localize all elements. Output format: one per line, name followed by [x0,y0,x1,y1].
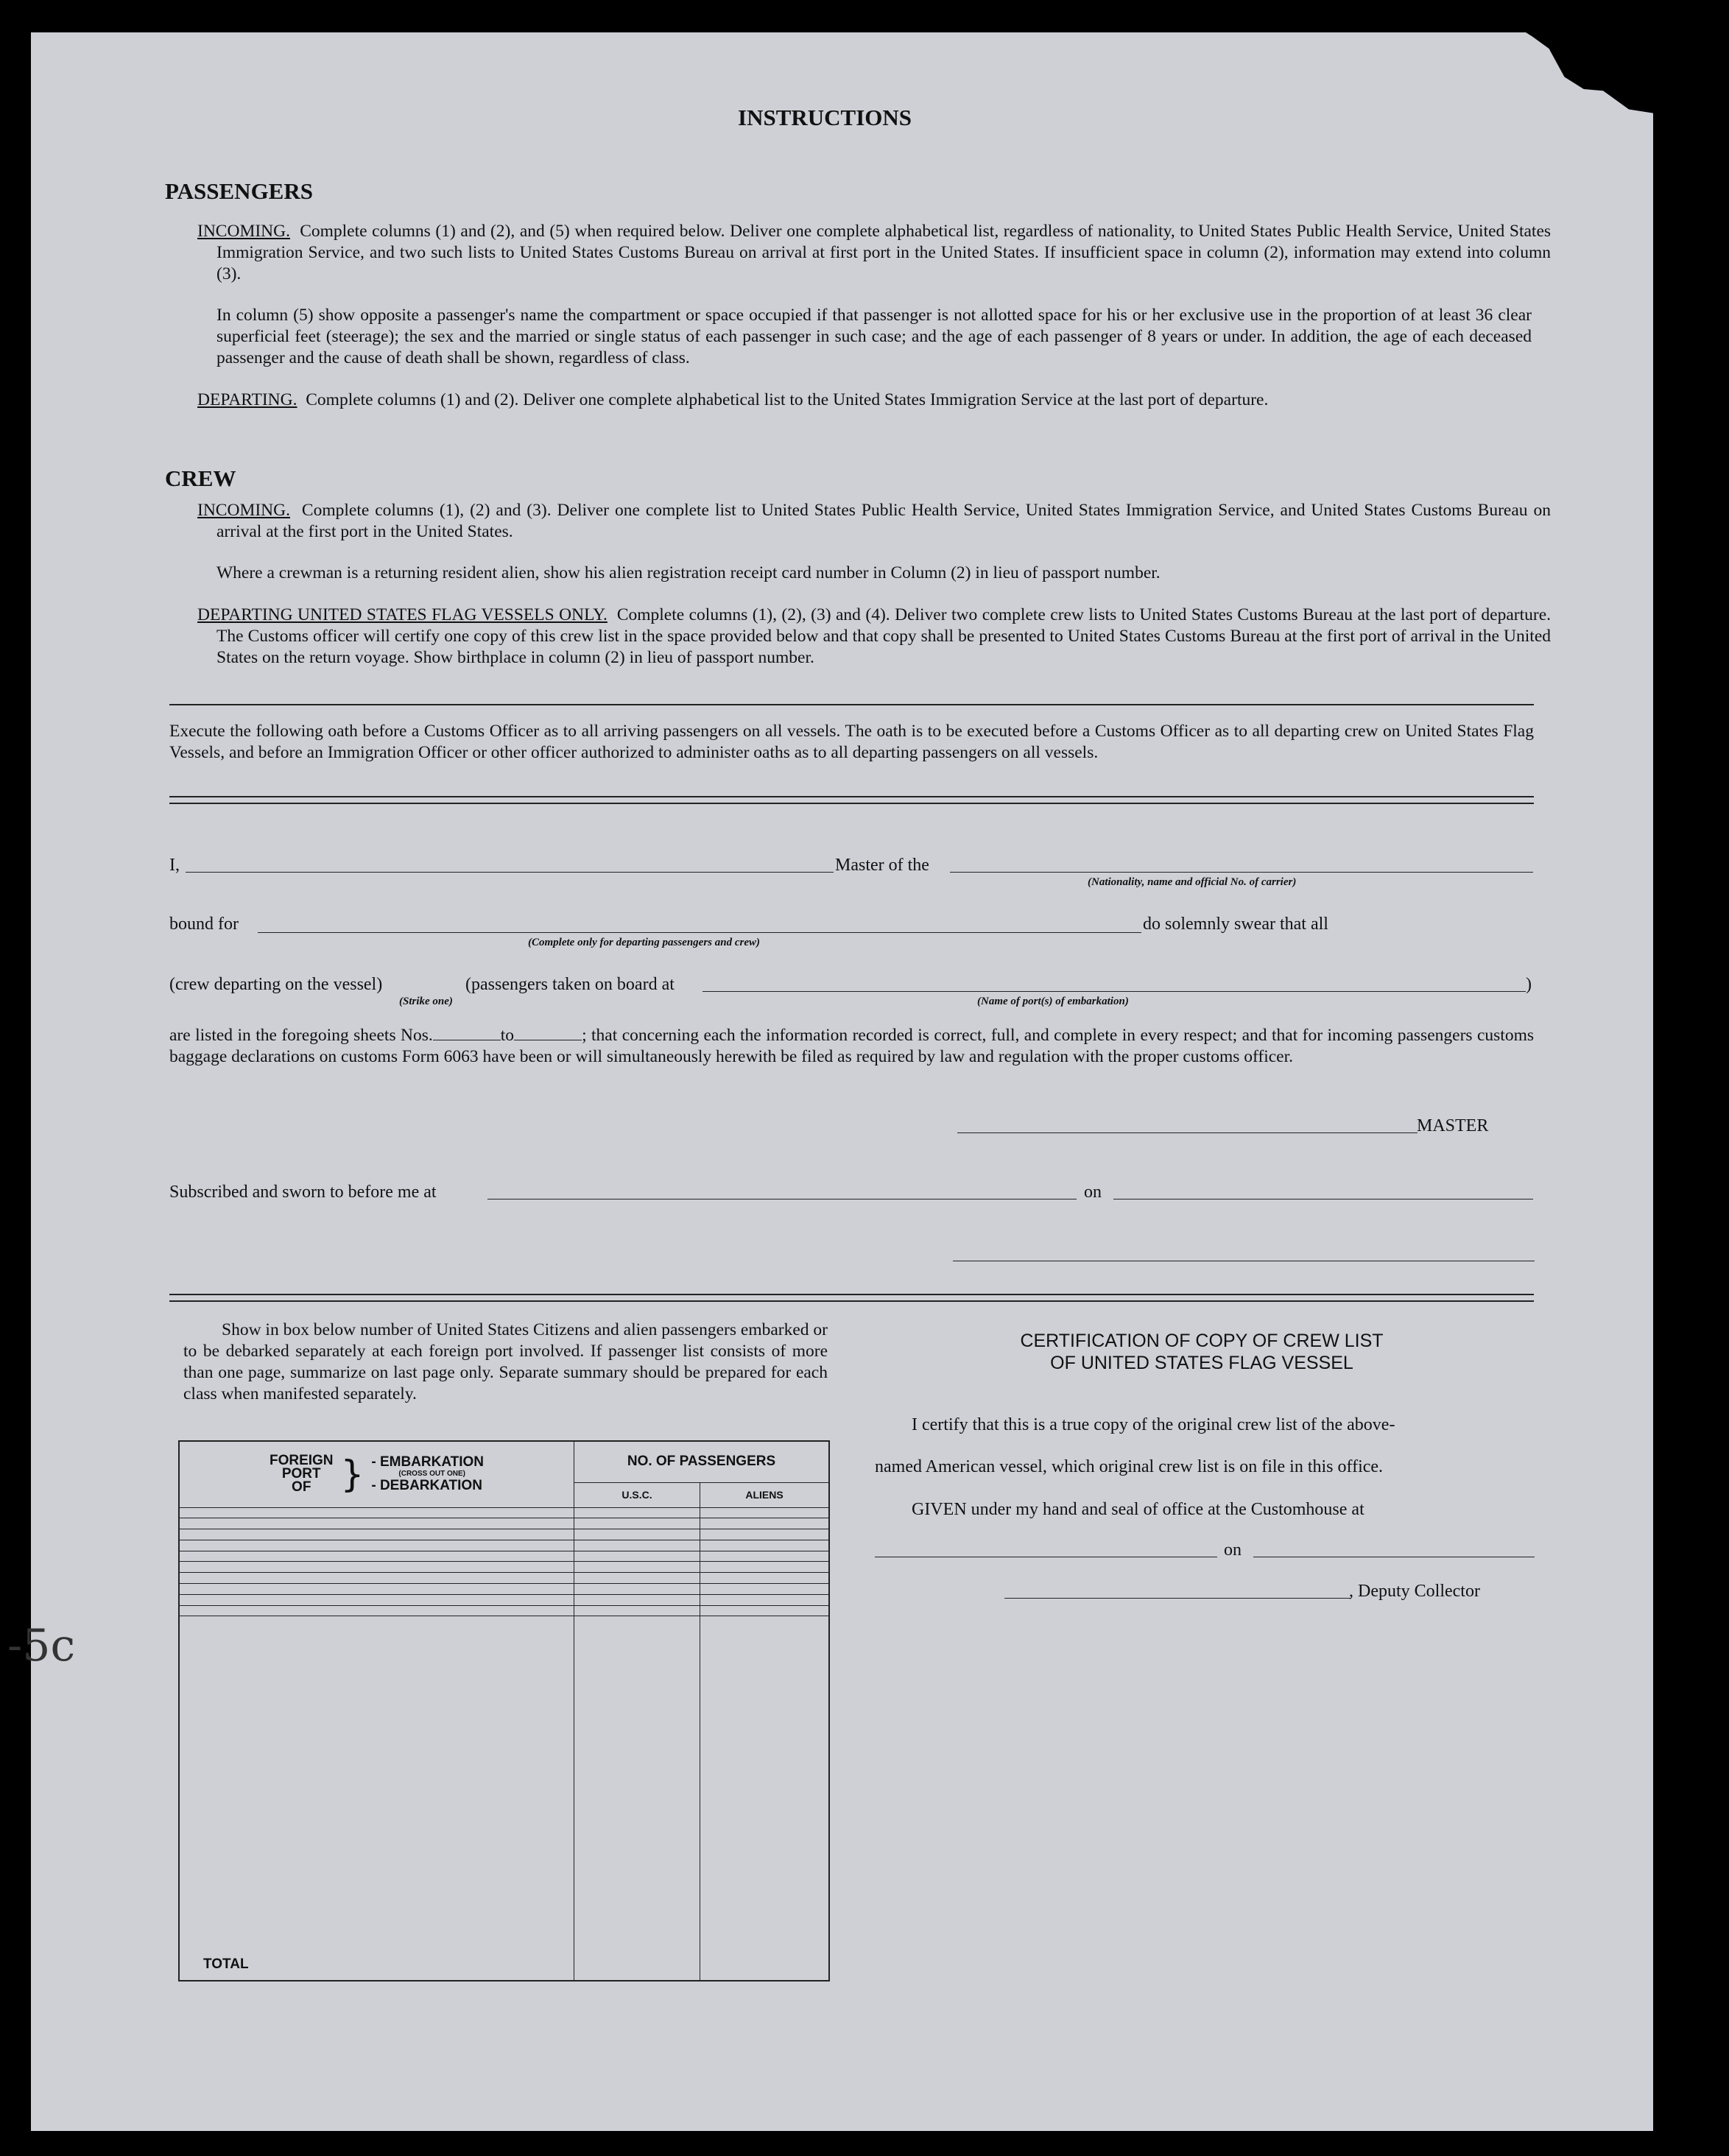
passengers-incoming-text: Complete columns (1) and (2), and (5) when required below. Deliver one complete alphabetical list, regardless of nationality, to United States Public Health Service, United States Immigration Service, and two such lists to United States Customs Bureau on arrival at first port in the United States. If insufficient space in column (2), information may extend into column (3). [216,222,1552,283]
table-row [179,1540,829,1551]
passengers-heading: PASSENGERS [165,178,313,204]
usc-header: U.S.C. [574,1482,700,1507]
brace-icon: } [340,1453,365,1496]
port-label: PORT [281,1466,321,1482]
bound-for-label: bound for [169,915,239,934]
certification-on-label: on [1224,1540,1242,1560]
crew-incoming-text: Complete columns (1), (2) and (3). Deliver one complete list to United States Public Health Service, United States Immigration Service, and United States Customs Bureau on arrival at the first port in the United States. [216,501,1551,541]
total-aliens-cell[interactable] [700,1616,830,1981]
to-label: to [500,1026,515,1045]
total-label: TOTAL [179,1616,574,1981]
subscribed-label: Subscribed and sworn to before me at [169,1183,437,1202]
listed-suffix: ; that concerning each the information recorded is correct, full, and complete in every respect; and [582,1026,1267,1045]
crew-alien-paragraph: Where a crewman is a returning resident alien, show his alien registration receipt card number in Column (2) in lieu of passport number. [216,563,1161,582]
carrier-caption: (Nationality, name and official No. of carrier) [1088,876,1297,888]
torn-corner [1526,32,1653,113]
carrier-field[interactable] [950,872,1533,873]
listed-paragraph [169,1025,1534,1068]
crew-departing-option: (crew departing on the vessel) [169,975,383,994]
aliens-cell[interactable] [700,1583,830,1594]
sworn-on-label: on [1084,1183,1102,1202]
table-row [179,1562,829,1573]
table-row [179,1529,829,1540]
crew-incoming-label: INCOMING. [197,501,290,520]
certification-title-line2: OF UNITED STATES FLAG VESSEL [1050,1353,1353,1373]
close-paren: ) [1526,975,1532,994]
crew-heading: CREW [165,465,236,491]
crew-incoming-paragraph [197,500,1551,543]
double-divider [169,796,1534,804]
passengers-departing-text: Complete columns (1) and (2). Deliver one complete alphabetical list to the United States Immigration Service at the last port of departure. [306,390,1269,409]
usc-cell[interactable] [574,1562,700,1573]
listed-prefix: are listed in the foregoing sheets Nos. [169,1026,433,1045]
crew-departing-text: Complete columns (1), (2), (3) and (4). Deliver two complete crew lists to United States Customs Bureau at the last port of departure. The Customs officer will certify one copy of this crew list in the space provided below and that copy shall be presented to United States Customs Bureau at the first port of arrival in the United States on the return voyage. Show birthplace in column (2) in lieu of passport number. [216,605,1551,667]
passengers-departing-paragraph [197,390,1551,411]
of-label: OF [292,1479,311,1496]
port-header-cell [179,1441,574,1507]
usc-cell[interactable] [574,1529,700,1540]
aliens-cell[interactable] [700,1605,830,1616]
total-usc-cell[interactable] [574,1616,700,1981]
table-row [179,1507,829,1518]
master-of-label: Master of the [835,856,929,875]
master-name-field[interactable] [186,872,834,873]
passenger-summary-table [178,1440,830,1981]
strike-one-caption: (Strike one) [399,996,453,1007]
aliens-cell[interactable] [700,1540,830,1551]
usc-cell[interactable] [574,1605,700,1616]
usc-cell[interactable] [574,1540,700,1551]
port-cell[interactable] [179,1551,574,1562]
port-cell[interactable] [179,1507,574,1518]
aliens-cell[interactable] [700,1529,830,1540]
master-signature-field[interactable] [957,1132,1418,1133]
listed-continuation: that for incoming passengers customs baggage declarations on customs Form 6063 have been or will simultaneously herewith be filed as required by law and regulation with the proper customs officer. [169,1026,1535,1066]
divider-line [169,704,1534,705]
double-divider-lower [169,1294,1534,1302]
embarkation-port-field[interactable] [702,991,1526,992]
table-row [179,1583,829,1594]
certify-line1: I certify that this is a true copy of the original crew list of the above- [912,1415,1395,1434]
passengers-incoming-paragraph [197,221,1551,285]
aliens-cell[interactable] [700,1562,830,1573]
port-cell[interactable] [179,1594,574,1605]
aliens-header: ALIENS [700,1482,830,1507]
usc-cell[interactable] [574,1551,700,1562]
port-cell[interactable] [179,1605,574,1616]
port-cell[interactable] [179,1573,574,1584]
certify-line2: named American vessel, which original crew list is on file in this office. [875,1457,1384,1476]
aliens-cell[interactable] [700,1551,830,1562]
aliens-cell[interactable] [700,1594,830,1605]
usc-cell[interactable] [574,1594,700,1605]
passengers-incoming-label: INCOMING. [197,222,290,241]
passengers-departing-label: DEPARTING. [197,390,297,409]
crew-departing-paragraph [197,605,1551,669]
table-row [179,1594,829,1605]
table-row [179,1551,829,1562]
table-row [179,1605,829,1616]
table-row [179,1518,829,1529]
swear-label: do solemnly swear that all [1143,915,1328,934]
page-title: INSTRUCTIONS [738,105,912,130]
embarkation-label: - EMBARKATION [371,1454,485,1470]
usc-cell[interactable] [574,1507,700,1518]
debarkation-label: - DEBARKATION [371,1478,482,1494]
deputy-collector-label: , Deputy Collector [1349,1582,1480,1601]
port-cell[interactable] [179,1562,574,1573]
bound-for-field[interactable] [258,932,1141,933]
foreign-label: FOREIGN [269,1453,334,1469]
bound-for-caption: (Complete only for departing passengers and crew) [528,937,760,948]
port-cell[interactable] [179,1583,574,1594]
usc-cell[interactable] [574,1583,700,1594]
passengers-column5-paragraph: In column (5) show opposite a passenger's name the compartment or space occupied if that passenger is not allotted space for his or her exclusive use in the proportion of at least 36 clear superficial feet (steerage); the sex and the married or single status of each passenger in such case; and the age of each passenger of 8 years or under. In addition, the age of each deceased passenger and the cause of death shall be shown, regardless of class. [216,306,1532,367]
form-page [31,32,1653,2131]
total-row [179,1616,829,1981]
master-label: MASTER [1417,1116,1489,1135]
usc-cell[interactable] [574,1518,700,1529]
aliens-cell[interactable] [700,1518,830,1529]
given-line: GIVEN under my hand and seal of office at the Customhouse at [912,1500,1364,1519]
port-cell[interactable] [179,1540,574,1551]
passengers-taken-option: (passengers taken on board at [465,975,675,994]
no-passengers-header: NO. OF PASSENGERS [574,1441,830,1482]
deputy-signature-field[interactable] [1004,1598,1351,1599]
usc-cell[interactable] [574,1573,700,1584]
port-cell[interactable] [179,1529,574,1540]
oath-i-label: I, [169,856,180,875]
port-caption: (Name of port(s) of embarkation) [977,996,1129,1007]
aliens-cell[interactable] [700,1507,830,1518]
certification-title-line1: CERTIFICATION OF COPY OF CREW LIST [1020,1331,1384,1351]
table-row [179,1573,829,1584]
cross-out-label: (CROSS OUT ONE) [398,1470,465,1479]
certification-title [878,1330,1526,1374]
summary-instructions: Show in box below number of United States Citizens and alien passengers embarked or to be debarked separately at each foreign port involved. If passenger list consists of more than one page, summarize on last page only. Separate summary should be prepared for each class when manifested separately. [183,1320,828,1403]
crew-departing-label: DEPARTING UNITED STATES FLAG VESSELS ONLY. [197,605,608,624]
port-cell[interactable] [179,1518,574,1529]
oath-instructions: Execute the following oath before a Customs Officer as to all arriving passengers on all vessels. The oath is to be executed before a Customs Officer as to all departing crew on United States Flag Vessels, and before an Immigration Officer or other officer authorized to administer oaths as to all departing passengers on all vessels. [169,722,1534,762]
handwritten-margin-mark: -5c [7,1620,76,1671]
aliens-cell[interactable] [700,1573,830,1584]
